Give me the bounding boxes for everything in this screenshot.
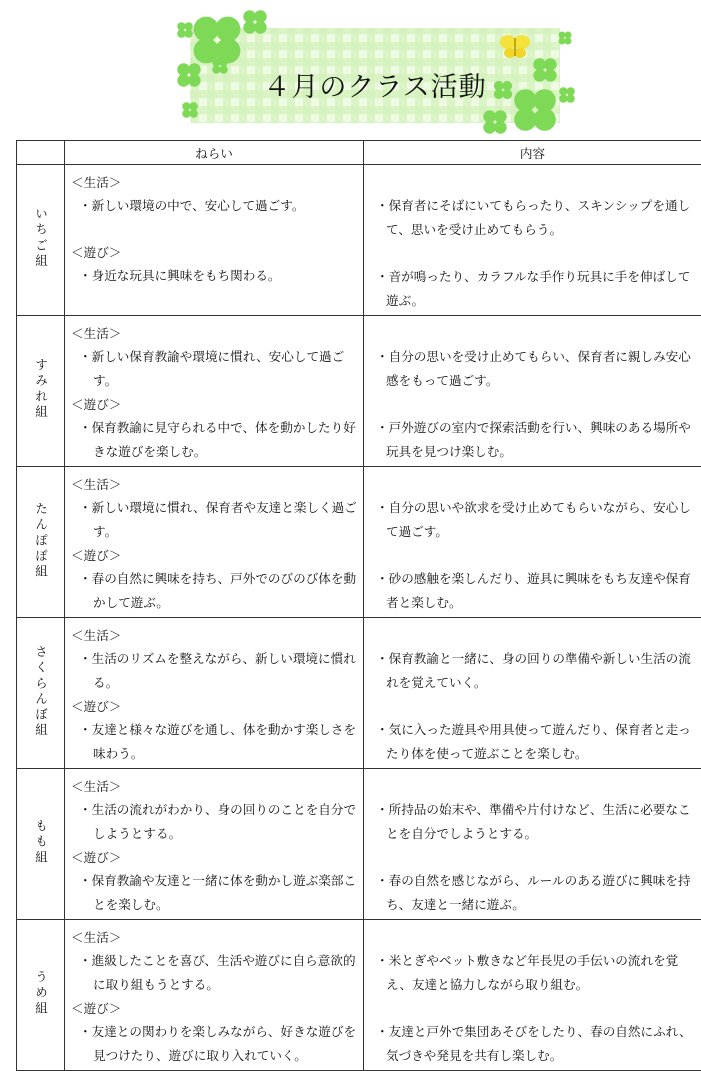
content-cell: [364, 618, 701, 769]
life-label: ＜生活＞: [71, 926, 359, 949]
group-cell: [17, 769, 65, 920]
life-label: ＜生活＞: [71, 624, 359, 647]
content-item: ・音が鳴ったり、カラフルな手作り玩具に手を伸ばして遊ぶ。: [370, 265, 695, 313]
page-title: ４月のクラス活動: [250, 68, 500, 108]
life-aim: ・新しい環境の中で、安心して過ごす。: [71, 194, 359, 218]
play-aim: ・保育教諭や友達と一緒に体を動かし遊ぶ楽部ことを楽しむ。: [71, 869, 359, 917]
life-aim: ・新しい保育教諭や環境に慣れ、安心して過ごす。: [71, 345, 359, 393]
group-cell: [17, 467, 65, 618]
play-label: ＜遊び＞: [71, 695, 359, 718]
table-row: [17, 316, 701, 467]
content-item: ・友達と戸外で集団あそびをしたり、春の自然にふれ、気づきや発見を共有し楽しむ。: [370, 1020, 695, 1068]
content-item: ・砂の感触を楽しんだり、遊具に興味をもち友達や保育者と楽しむ。: [370, 567, 695, 615]
content-item: ・気に入った遊具や用具使って遊んだり、保育者と走ったり体を使って遊ぶことを楽しむ。: [370, 718, 695, 766]
play-aim: ・保育教諭に見守られる中で、体を動かしたり好きな遊びを楽しむ。: [71, 416, 359, 464]
content-item: ・自分の思いを受け止めてもらい、保育者に親しみ安心感をもって過ごす。: [370, 345, 695, 393]
aims-cell: [65, 165, 364, 316]
group-cell: [17, 165, 65, 316]
aims-cell: [65, 467, 364, 618]
play-label: ＜遊び＞: [71, 544, 359, 567]
content-cell: [364, 165, 701, 316]
group-name: さくらんぼ組: [31, 645, 50, 739]
life-aim: ・生活の流れがわかり、身の回りのことを自分でしようとする。: [71, 798, 359, 846]
play-label: ＜遊び＞: [71, 393, 359, 416]
aims-cell: [65, 920, 364, 1071]
group-name: すみれ組: [31, 358, 50, 420]
content-item: ・米とぎやベット敷きなど年長児の手伝いの流れを覚え、友達と協力しながら取り組む。: [370, 949, 695, 997]
header-content: 内容: [364, 141, 701, 165]
aims-cell: [65, 769, 364, 920]
play-label: ＜遊び＞: [71, 241, 359, 264]
table-row: [17, 467, 701, 618]
life-label: ＜生活＞: [71, 473, 359, 496]
life-label: ＜生活＞: [71, 322, 359, 345]
life-label: ＜生活＞: [71, 171, 359, 194]
title-banner: [175, 10, 575, 140]
group-name: うめ組: [31, 970, 50, 1017]
life-aim: ・生活のリズムを整えながら、新しい環境に慣れる。: [71, 647, 359, 695]
content-item: ・春の自然を感じながら、ルールのある遊びに興味を持ち、友達と一緒に遊ぶ。: [370, 869, 695, 917]
content-cell: [364, 467, 701, 618]
group-name: いちご組: [31, 207, 50, 269]
play-aim: ・身近な玩具に興味をもち関わる。: [71, 264, 359, 288]
content-item: ・自分の思いや欲求を受け止めてもらいながら、安心して過ごす。: [370, 496, 695, 544]
table-header-row: [17, 141, 701, 165]
content-cell: [364, 316, 701, 467]
group-cell: [17, 920, 65, 1071]
play-label: ＜遊び＞: [71, 997, 359, 1020]
content-item: ・戸外遊びの室内で探索活動を行い、興味のある場所や玩具を見つけ楽しむ。: [370, 416, 695, 464]
table-row: [17, 165, 701, 316]
group-name: もも組: [31, 819, 50, 866]
content-cell: [364, 920, 701, 1071]
table-row: [17, 769, 701, 920]
play-aim: ・友達との関わりを楽しみながら、好きな遊びを見つけたり、遊びに取り入れていく。: [71, 1020, 359, 1068]
content-item: ・保育教諭と一緒に、身の回りの準備や新しい生活の流れを覚えていく。: [370, 647, 695, 695]
header-group: [17, 141, 65, 165]
play-aim: ・春の自然に興味を持ち、戸外でのびのび体を動かして遊ぶ。: [71, 567, 359, 615]
butterfly-icon: [500, 35, 530, 58]
life-aim: ・新しい環境に慣れ、保育者や友達と楽しく過ごす。: [71, 496, 359, 544]
group-name: たんぽぽ組: [31, 502, 50, 580]
header-aims: ねらい: [65, 141, 364, 165]
group-cell: [17, 618, 65, 769]
group-cell: [17, 316, 65, 467]
aims-cell: [65, 618, 364, 769]
life-label: ＜生活＞: [71, 775, 359, 798]
content-item: ・保育者にそばにいてもらったり、スキンシップを通して、思いを受け止めてもらう。: [370, 194, 695, 242]
table-row: [17, 618, 701, 769]
play-label: ＜遊び＞: [71, 846, 359, 869]
play-aim: ・友達と様々な遊びを通し、体を動かす楽しさを味わう。: [71, 718, 359, 766]
life-aim: ・進級したことを喜び、生活や遊びに自ら意欲的に取り組もうとする。: [71, 949, 359, 997]
table-row: [17, 920, 701, 1071]
content-cell: [364, 769, 701, 920]
aims-cell: [65, 316, 364, 467]
content-item: ・所持品の始末や、準備や片付けなど、生活に必要なことを自分でしようとする。: [370, 798, 695, 846]
activity-table: [16, 140, 701, 1071]
